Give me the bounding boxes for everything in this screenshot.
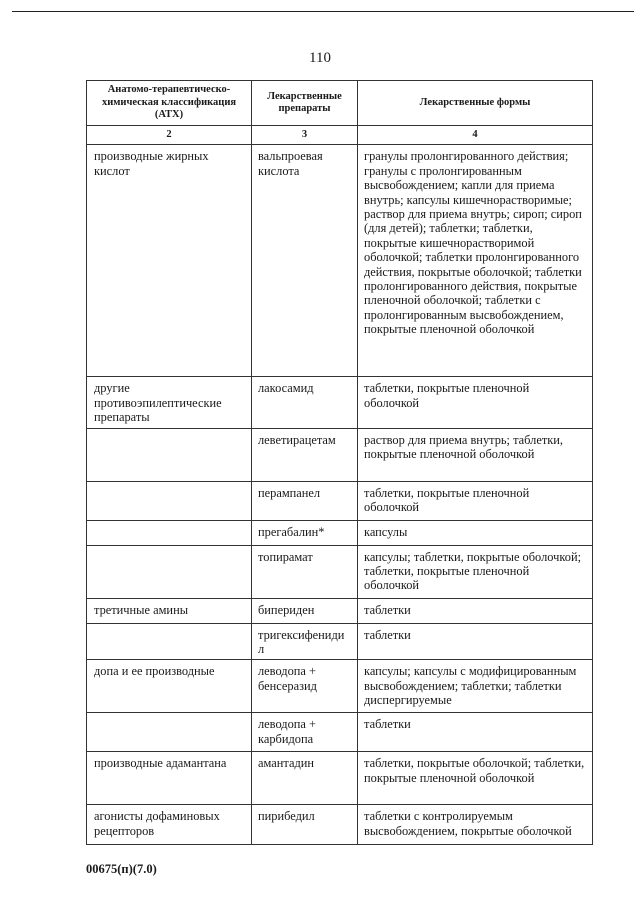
forms-cell: гранулы пролонгированного действия; гранулы с пролонгированным высвобождением; капли для приема внутрь; капсулы кишечнорастворимые; раствор для приема внутрь; сироп; сироп (для детей); таблетки; таблетки, покрытые кишечнорастворимой оболочкой; таблетки пролонгированного действия, покрытые оболочкой; таблетки пролонгированного действия, покрытые пленочной оболочкой; таблетки с пролонгированным высвобождением, покрытые пленочной оболочкой [358,145,593,377]
header-forms: Лекарственные формы [358,81,593,126]
drug-cell: леветирацетам [252,428,358,481]
column-number: 2 [87,126,252,145]
table-row [87,545,593,598]
drug-cell: лакосамид [252,377,358,428]
table-row [87,520,593,545]
page-number: 110 [309,50,331,66]
table-row [87,752,593,805]
atx-cell [87,713,252,752]
table-row [87,623,593,660]
atx-cell: третичные амины [87,598,252,623]
forms-cell: таблетки [358,598,593,623]
atx-cell: производные жирных кислот [87,145,252,377]
atx-cell: другие противоэпилептические препараты [87,377,252,428]
atx-cell [87,545,252,598]
atx-cell [87,623,252,660]
forms-cell: таблетки [358,713,593,752]
table-row [87,660,593,713]
atx-cell: допа и ее производные [87,660,252,713]
drug-cell: прегабалин* [252,520,358,545]
drug-cell: вальпроевая кислота [252,145,358,377]
drug-cell: амантадин [252,752,358,805]
atx-cell: производные адамантана [87,752,252,805]
table-row [87,145,593,377]
atx-cell [87,428,252,481]
drug-table [86,80,593,845]
header-atx: Анатомо-терапевтическо-химическая классификация (АТХ) [87,81,252,126]
forms-cell: капсулы; капсулы с модифицированным высвобождением; таблетки; таблетки диспергируемые [358,660,593,713]
table-row [87,713,593,752]
forms-cell: таблетки, покрытые пленочной оболочкой [358,377,593,428]
table-header-row [87,81,593,126]
column-number: 4 [358,126,593,145]
drug-cell: тригексифенидил [252,623,358,660]
header-drugs: Лекарственные препараты [252,81,358,126]
drug-cell: перампанел [252,481,358,520]
forms-cell: раствор для приема внутрь; таблетки, покрытые пленочной оболочкой [358,428,593,481]
atx-cell: агонисты дофаминовых рецепторов [87,805,252,845]
drug-cell: леводопа + бенсеразид [252,660,358,713]
column-number-row [87,126,593,145]
drug-cell: леводопа + карбидопа [252,713,358,752]
drug-cell: пирибедил [252,805,358,845]
table-row [87,805,593,845]
forms-cell: таблетки [358,623,593,660]
forms-cell: капсулы [358,520,593,545]
atx-cell [87,481,252,520]
forms-cell: таблетки, покрытые оболочкой; таблетки, покрытые пленочной оболочкой [358,752,593,805]
document-code: 00675(п)(7.0) [86,862,157,876]
table-row [87,428,593,481]
table-row [87,377,593,428]
forms-cell: таблетки, покрытые пленочной оболочкой [358,481,593,520]
drug-cell: топирамат [252,545,358,598]
forms-cell: капсулы; таблетки, покрытые оболочкой; таблетки, покрытые пленочной оболочкой [358,545,593,598]
forms-cell: таблетки с контролируемым высвобождением, покрытые оболочкой [358,805,593,845]
table-row [87,481,593,520]
drug-cell: бипериден [252,598,358,623]
top-rule [12,11,634,12]
table-row [87,598,593,623]
column-number: 3 [252,126,358,145]
atx-cell [87,520,252,545]
